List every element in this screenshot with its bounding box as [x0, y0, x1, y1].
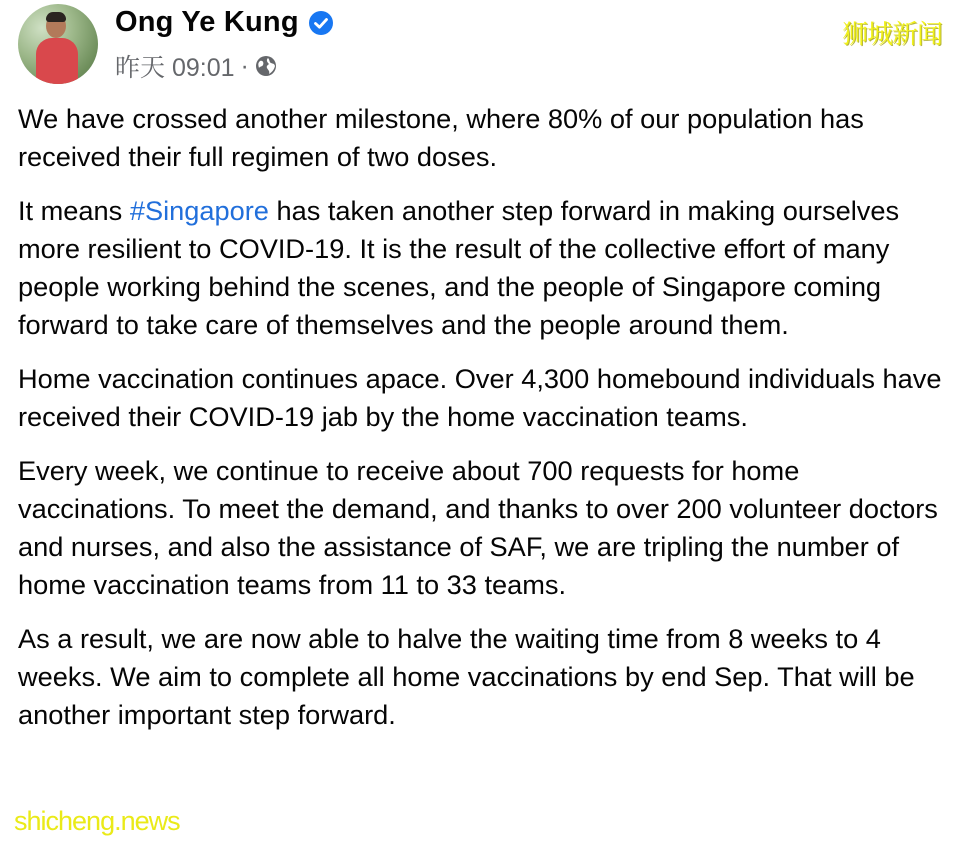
paragraph-2-rest: has taken another step forward in making ourselves more resilient to COVID-19. It is the result of the collective effort of many people working behind the scenes, and the people of Singapore coming forward to take care of themselves and the people around them.: [18, 195, 900, 340]
meta-separator: ·: [240, 51, 249, 80]
avatar-hair: [46, 12, 66, 22]
paragraph-2-intro: It means: [18, 195, 130, 226]
author-name[interactable]: Ong Ye Kung: [115, 6, 299, 38]
paragraph-1: We have crossed another milestone, where 80% of our population has received their full regimen of two doses.: [18, 103, 864, 172]
paragraph-3: Home vaccination continues apace. Over 4,300 homebound individuals have received their COVID-19 jab by the home vaccination teams.: [18, 363, 942, 432]
paragraph-2: [18, 192, 954, 344]
paragraph-5: As a result, we are now able to halve the waiting time from 8 weeks to 4 weeks. We aim to complete all home vaccinations by end Sep. That will be another important step forward.: [18, 623, 915, 730]
post-meta: [115, 48, 277, 84]
globe-icon[interactable]: [255, 55, 277, 77]
post-body: [18, 100, 954, 750]
post-timestamp[interactable]: 昨天 09:01: [115, 54, 235, 82]
verified-badge-icon: [309, 11, 333, 35]
watermark-bottom: shicheng.news: [14, 806, 180, 836]
avatar-torso: [36, 38, 78, 84]
hashtag-link[interactable]: #Singapore: [129, 195, 269, 226]
avatar[interactable]: [18, 4, 98, 84]
author-row: [115, 6, 333, 39]
paragraph-4: Every week, we continue to receive about 700 requests for home vaccinations. To meet the demand, and thanks to over 200 volunteer doctors and nurses, and also the assistance of SAF, we are tripling the number of home vaccination teams from 11 to 33 teams.: [18, 455, 938, 600]
watermark-top: 狮城新闻: [842, 19, 943, 49]
